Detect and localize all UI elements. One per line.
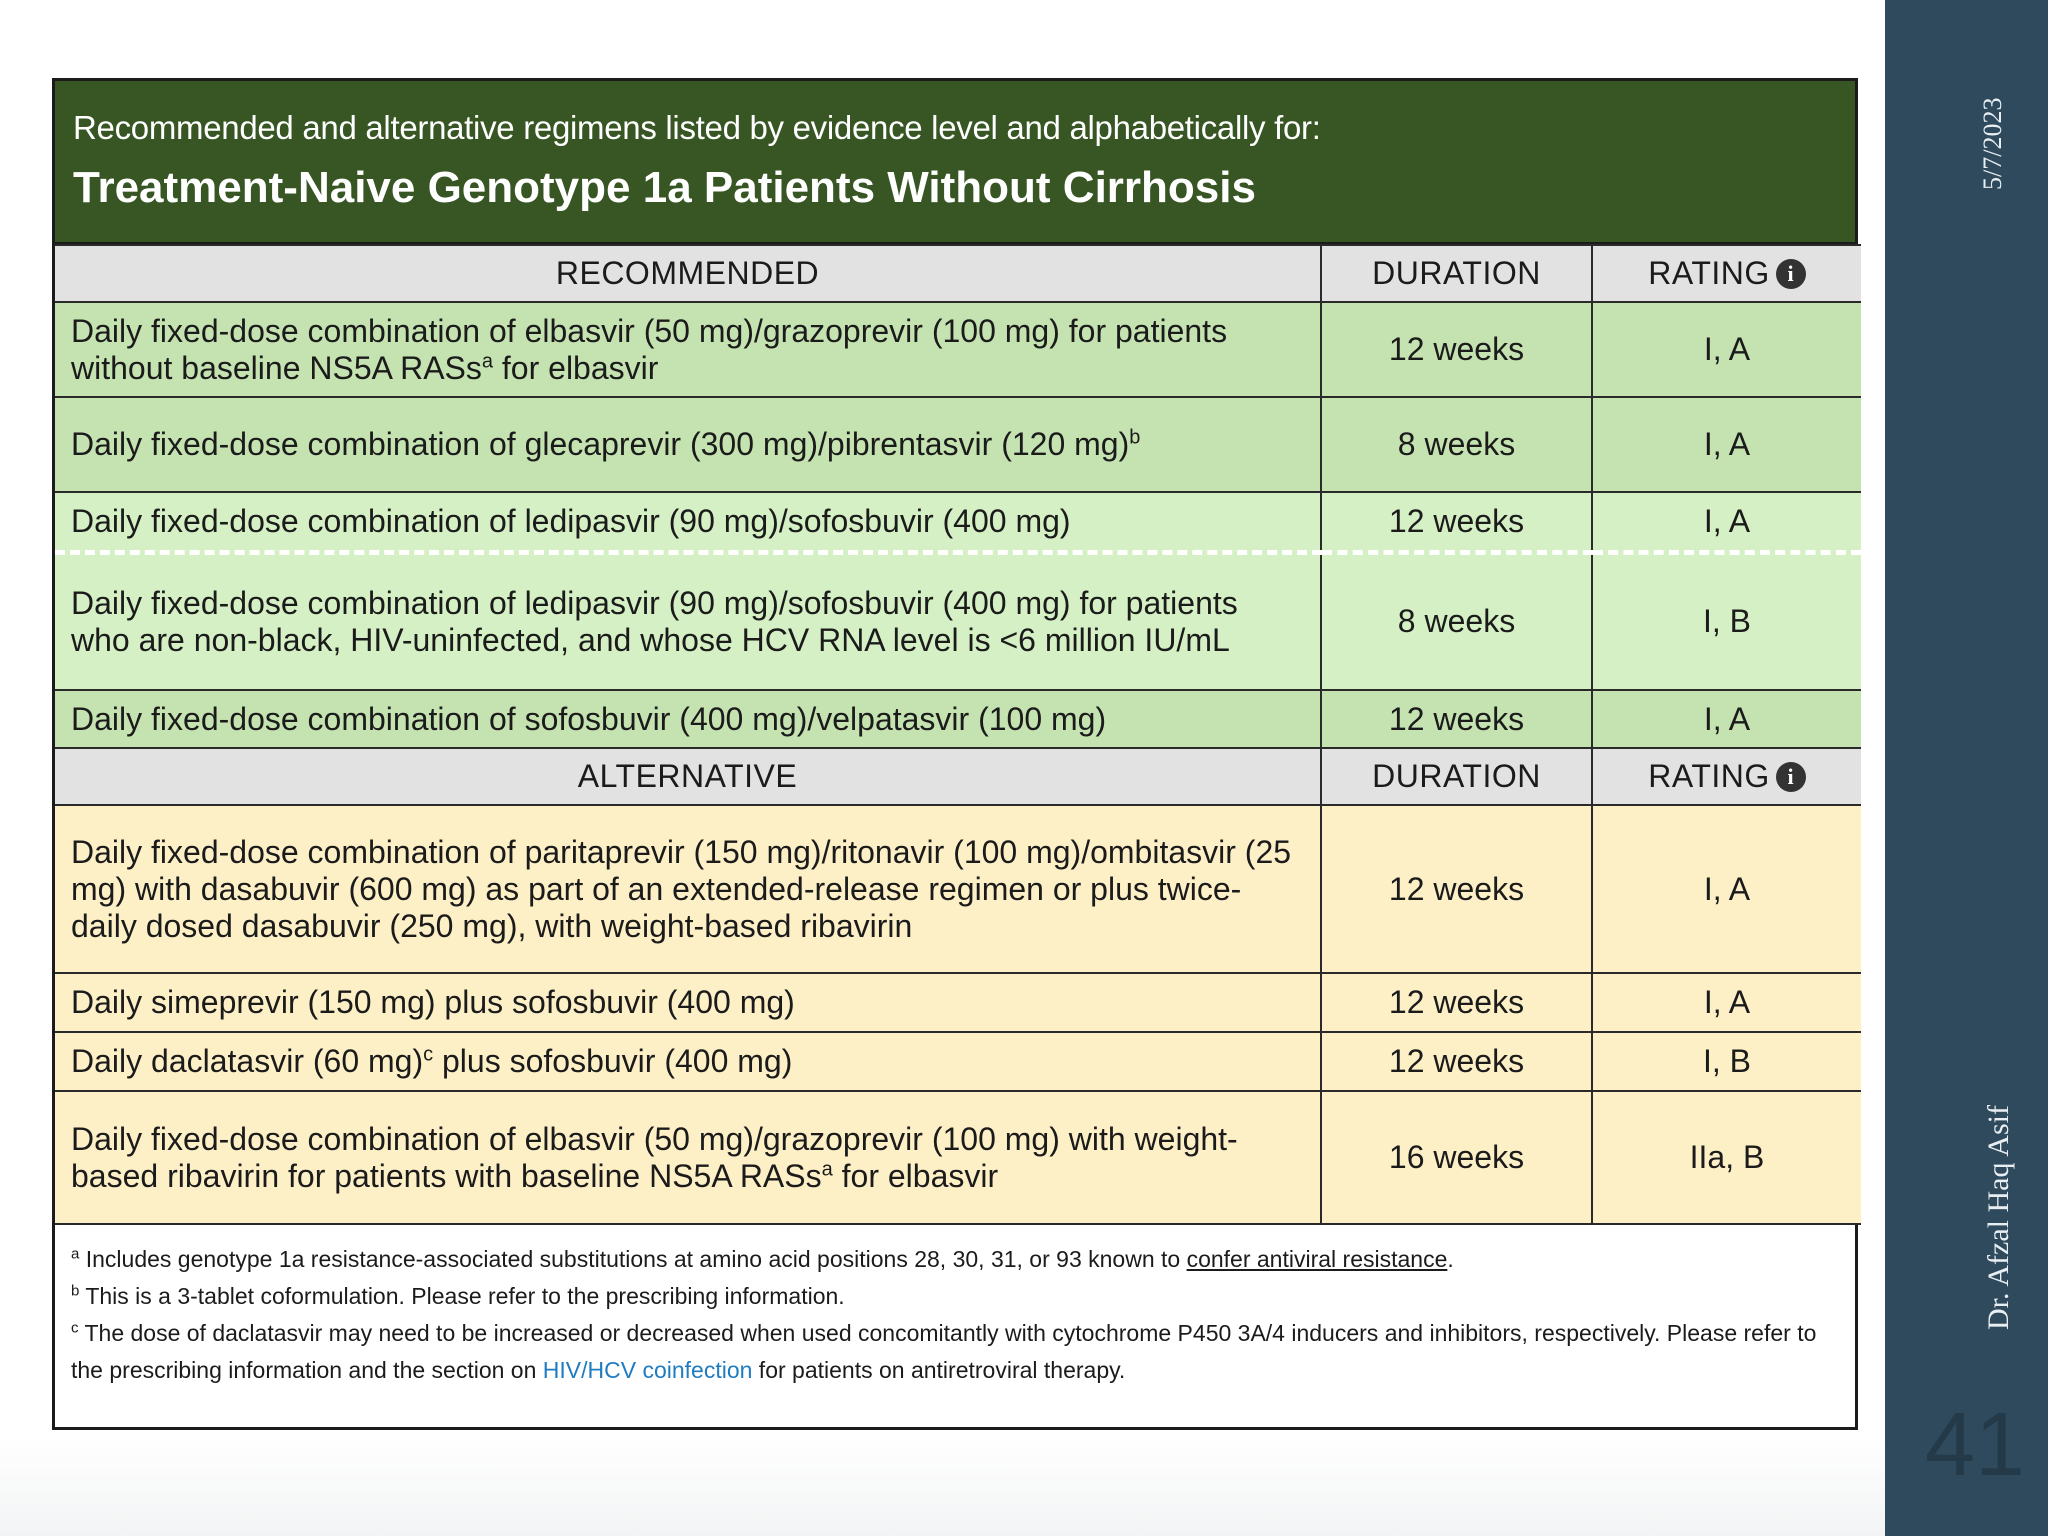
panel-header — [55, 81, 1855, 244]
regimen-description: Daily fixed-dose combination of ledipasvir (90 mg)/sofosbuvir (400 mg) for patients who are non-black, HIV-uninfected, and whose HCV RNA level is <6 million IU/mL — [55, 552, 1321, 690]
regimen-description: Daily daclatasvir (60 mg)$^c$ plus sofosbuvir (400 mg) — [55, 1032, 1321, 1091]
regimen-description: Daily fixed-dose combination of elbasvir (50 mg)/grazoprevir (100 mg) with weight-based ribavirin for patients with baseline NS5A RASs$^a$ for elbasvir — [55, 1091, 1321, 1224]
regimen-panel — [52, 78, 1858, 1430]
regimen-rating: I, A — [1592, 805, 1861, 973]
regimen-duration: 8 weeks — [1321, 397, 1592, 492]
info-icon[interactable]: i — [1776, 259, 1806, 289]
regimen-duration: 12 weeks — [1321, 805, 1592, 973]
slide-author: Dr. Afzal Haq Asif — [1982, 1105, 2015, 1330]
recommended-header: RECOMMENDED — [55, 245, 1321, 302]
slide-date: 5/7/2023 — [1978, 97, 2007, 190]
rating-header — [1592, 245, 1861, 302]
recommended-header-row — [55, 245, 1861, 302]
regimen-duration: 8 weeks — [1321, 552, 1592, 690]
footnotes — [55, 1225, 1855, 1389]
rating-header-label: RATING — [1648, 255, 1770, 291]
regimen-duration: 12 weeks — [1321, 1032, 1592, 1091]
regimen-description: Daily simeprevir (150 mg) plus sofosbuvir (400 mg) — [55, 973, 1321, 1032]
regimen-description: Daily fixed-dose combination of ledipasvir (90 mg)/sofosbuvir (400 mg) — [55, 492, 1321, 552]
table-row — [55, 805, 1861, 973]
table-row — [55, 973, 1861, 1032]
table-row — [55, 1032, 1861, 1091]
regimen-duration: 16 weeks — [1321, 1091, 1592, 1224]
regimen-duration: 12 weeks — [1321, 492, 1592, 552]
regimen-rating: I, A — [1592, 302, 1861, 397]
info-icon[interactable]: i — [1776, 762, 1806, 792]
alternative-header-row — [55, 748, 1861, 805]
duration-header: DURATION — [1321, 748, 1592, 805]
regimen-description: Daily fixed-dose combination of glecaprevir (300 mg)/pibrentasvir (120 mg)$^b$ — [55, 397, 1321, 492]
rating-header — [1592, 748, 1861, 805]
regimen-table — [55, 244, 1861, 1225]
regimen-rating: I, B — [1592, 1032, 1861, 1091]
hiv-hcv-coinfection-link[interactable]: HIV/HCV coinfection — [542, 1357, 753, 1383]
panel-subtitle: Recommended and alternative regimens listed by evidence level and alphabetically for: — [73, 109, 1321, 146]
confer-resistance-link[interactable]: confer antiviral resistance — [1186, 1246, 1448, 1272]
footnote-a: $^a$ Includes genotype 1a resistance-associated substitutions at amino acid positions 28, 30, 31, or 93 known to confer antiviral resistance. — [71, 1245, 1454, 1272]
regimen-duration: 12 weeks — [1321, 973, 1592, 1032]
slide-number: 41 — [1924, 1395, 2026, 1495]
regimen-description: Daily fixed-dose combination of sofosbuvir (400 mg)/velpatasvir (100 mg) — [55, 690, 1321, 748]
regimen-rating: I, B — [1592, 552, 1861, 690]
alternative-header: ALTERNATIVE — [55, 748, 1321, 805]
footnote-b: $^b$ This is a 3-tablet coformulation. Please refer to the prescribing information. — [71, 1282, 845, 1309]
footnote-c: $^c$ The dose of daclatasvir may need to be increased or decreased when used concomitantly with cytochrome P450 3A/4 inducers and inhibitors, respectively. Please refer to the prescribing information and the section on HIV/HCV coinfection for patients on antiretroviral therapy. — [71, 1319, 1817, 1383]
regimen-rating: I, A — [1592, 397, 1861, 492]
table-row — [55, 492, 1861, 552]
table-row — [55, 1091, 1861, 1224]
table-row — [55, 690, 1861, 748]
regimen-rating: I, A — [1592, 690, 1861, 748]
table-row — [55, 397, 1861, 492]
regimen-rating: I, A — [1592, 973, 1861, 1032]
regimen-description: Daily fixed-dose combination of elbasvir (50 mg)/grazoprevir (100 mg) for patients without baseline NS5A RASs$^a$ for elbasvir — [55, 302, 1321, 397]
side-band — [1885, 0, 2048, 1536]
regimen-rating: I, A — [1592, 492, 1861, 552]
table-row — [55, 552, 1861, 690]
duration-header: DURATION — [1321, 245, 1592, 302]
rating-header-label: RATING — [1648, 758, 1770, 794]
regimen-description: Daily fixed-dose combination of paritaprevir (150 mg)/ritonavir (100 mg)/ombitasvir (25 mg) with dasabuvir (600 mg) as part of an extended-release regimen or plus twice-daily dosed dasabuvir (250 mg), with weight-based ribavirin — [55, 805, 1321, 973]
regimen-duration: 12 weeks — [1321, 302, 1592, 397]
panel-title: Treatment-Naive Genotype 1a Patients Without Cirrhosis — [73, 163, 1256, 212]
table-row — [55, 302, 1861, 397]
regimen-rating: IIa, B — [1592, 1091, 1861, 1224]
regimen-duration: 12 weeks — [1321, 690, 1592, 748]
slide-bottom-shade — [0, 1436, 1885, 1536]
